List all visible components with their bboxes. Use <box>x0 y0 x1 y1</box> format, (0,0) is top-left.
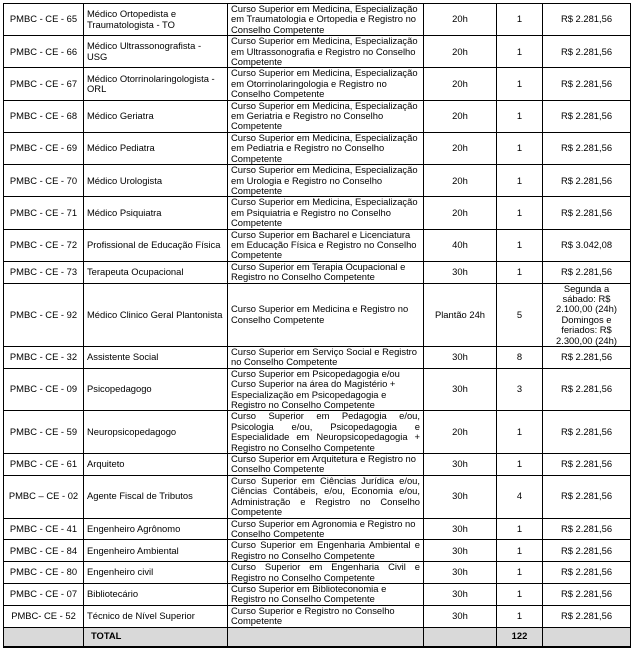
vacancies-cell: 8 <box>497 347 543 369</box>
vacancies-cell: 1 <box>497 36 543 68</box>
total-vacancies-cell: 122 <box>497 627 543 647</box>
salary-cell: R$ 2.281,56 <box>543 4 631 36</box>
requirement-cell: Curso Superior em Pedagogia e/ou, Psicologia e/ou, Psicopedagogia e Especialidade em Neuropsicopedagogia + Registro no Conselho Competente <box>228 411 424 454</box>
table-row <box>4 518 631 540</box>
job-code-cell: PMBC - CE - 70 <box>4 165 84 197</box>
workload-cell: 20h <box>424 411 497 454</box>
job-title-cell: Médico Otorrinolaringologista - ORL <box>84 68 228 100</box>
workload-cell: 20h <box>424 132 497 164</box>
job-title-cell: Bibliotecário <box>84 583 228 605</box>
job-title-cell: Médico Clinico Geral Plantonista <box>84 283 228 346</box>
requirement-cell: Curso Superior em Medicina, Especialização em Geriatria e Registro no Conselho Competente <box>228 100 424 132</box>
salary-cell: R$ 2.281,56 <box>543 368 631 411</box>
salary-cell: R$ 2.281,56 <box>543 197 631 229</box>
salary-cell: R$ 2.281,56 <box>543 347 631 369</box>
salary-cell: R$ 3.042,08 <box>543 229 631 261</box>
salary-cell: R$ 2.281,56 <box>543 411 631 454</box>
vacancies-cell: 1 <box>497 165 543 197</box>
job-title-cell: Profissional de Educação Física <box>84 229 228 261</box>
job-code-cell: PMBC - CE - 67 <box>4 68 84 100</box>
total-row <box>4 627 631 647</box>
table-row <box>4 261 631 283</box>
salary-cell: Segunda a sábado: R$ 2.100,00 (24h) Domingos e feriados: R$ 2.300,00 (24h) <box>543 283 631 346</box>
requirement-cell: Curso Superior em Medicina, Especialização em Otorrinolaringologia e Registro no Conselho Competente <box>228 68 424 100</box>
requirement-cell: Curso Superior em Medicina, Especialização em Psiquiatria e Registro no Conselho Competente <box>228 197 424 229</box>
job-title-cell: Agente Fiscal de Tributos <box>84 475 228 518</box>
job-code-cell: PMBC - CE - 65 <box>4 4 84 36</box>
job-code-cell: PMBC - CE - 41 <box>4 518 84 540</box>
job-title-cell: Engenheiro Ambiental <box>84 540 228 562</box>
workload-cell: Plantão 24h <box>424 283 497 346</box>
total-empty-requirement-cell <box>228 627 424 647</box>
vacancies-cell: 1 <box>497 132 543 164</box>
salary-cell: R$ 2.281,56 <box>543 68 631 100</box>
workload-cell: 20h <box>424 36 497 68</box>
workload-cell: 40h <box>424 229 497 261</box>
workload-cell: 30h <box>424 583 497 605</box>
job-title-cell: Engenheiro civil <box>84 562 228 584</box>
table-row <box>4 36 631 68</box>
vacancies-cell: 1 <box>497 261 543 283</box>
workload-cell: 20h <box>424 68 497 100</box>
requirement-cell: Curso Superior em Arquitetura e Registro no Conselho Competente <box>228 454 424 476</box>
workload-cell: 20h <box>424 165 497 197</box>
vacancies-cell: 1 <box>497 411 543 454</box>
workload-cell: 30h <box>424 518 497 540</box>
requirement-cell: Curso Superior em Medicina, Especialização em Urologia e Registro no Conselho Competente <box>228 165 424 197</box>
job-code-cell: PMBC - CE - 59 <box>4 411 84 454</box>
table-row <box>4 283 631 346</box>
workload-cell: 30h <box>424 540 497 562</box>
job-title-cell: Terapeuta Ocupacional <box>84 261 228 283</box>
job-code-cell: PMBC - CE - 66 <box>4 36 84 68</box>
workload-cell: 20h <box>424 197 497 229</box>
table-row <box>4 605 631 627</box>
salary-cell: R$ 2.281,56 <box>543 583 631 605</box>
table-row <box>4 100 631 132</box>
vacancies-cell: 1 <box>497 454 543 476</box>
job-code-cell: PMBC - CE - 09 <box>4 368 84 411</box>
vacancies-cell: 1 <box>497 100 543 132</box>
job-code-cell: PMBC - CE - 68 <box>4 100 84 132</box>
requirement-cell: Curso Superior em Agronomia e Registro no Conselho Competente <box>228 518 424 540</box>
requirement-cell: Curso Superior em Medicina e Registro no Conselho Competente <box>228 283 424 346</box>
vacancies-cell: 4 <box>497 475 543 518</box>
vacancies-cell: 1 <box>497 4 543 36</box>
table-row <box>4 347 631 369</box>
salary-cell: R$ 2.281,56 <box>543 454 631 476</box>
job-title-cell: Médico Pediatra <box>84 132 228 164</box>
vacancies-cell: 1 <box>497 197 543 229</box>
job-vacancy-table <box>3 3 631 648</box>
workload-cell: 30h <box>424 347 497 369</box>
table-row <box>4 229 631 261</box>
salary-cell: R$ 2.281,56 <box>543 562 631 584</box>
requirement-cell: Curso Superior em Bacharel e Licenciatura em Educação Física e Registro no Conselho Competente <box>228 229 424 261</box>
salary-cell: R$ 2.281,56 <box>543 132 631 164</box>
job-code-cell: PMBC - CE - 84 <box>4 540 84 562</box>
requirement-cell: Curso Superior em Biblioteconomia e Registro no Conselho Competente <box>228 583 424 605</box>
vacancies-cell: 5 <box>497 283 543 346</box>
vacancies-cell: 1 <box>497 605 543 627</box>
workload-cell: 20h <box>424 4 497 36</box>
workload-cell: 30h <box>424 562 497 584</box>
workload-cell: 30h <box>424 475 497 518</box>
total-empty-code-cell <box>4 627 84 647</box>
table-row <box>4 540 631 562</box>
requirement-cell: Curso Superior em Psicopedagogia e/ou Curso Superior na área do Magistério + Especialização em Psicopedagogia e Registro no Conselho Competente <box>228 368 424 411</box>
job-code-cell: PMBC- CE - 52 <box>4 605 84 627</box>
salary-cell: R$ 2.281,56 <box>543 165 631 197</box>
job-title-cell: Psicopedagogo <box>84 368 228 411</box>
table-row <box>4 4 631 36</box>
job-title-cell: Médico Ultrassonografista - USG <box>84 36 228 68</box>
workload-cell: 30h <box>424 454 497 476</box>
table-row <box>4 197 631 229</box>
table-row <box>4 454 631 476</box>
job-code-cell: PMBC - CE - 69 <box>4 132 84 164</box>
table-row <box>4 583 631 605</box>
total-label-cell: TOTAL <box>84 627 228 647</box>
job-code-cell: PMBC - CE - 61 <box>4 454 84 476</box>
requirement-cell: Curso Superior em Engenharia Ambiental e Registro no Conselho Competente <box>228 540 424 562</box>
job-title-cell: Neuropsicopedagogo <box>84 411 228 454</box>
job-code-cell: PMBC - CE - 80 <box>4 562 84 584</box>
salary-cell: R$ 2.281,56 <box>543 540 631 562</box>
salary-cell: R$ 2.281,56 <box>543 36 631 68</box>
workload-cell: 30h <box>424 261 497 283</box>
table-row <box>4 165 631 197</box>
salary-cell: R$ 2.281,56 <box>543 475 631 518</box>
job-title-cell: Médico Geriatra <box>84 100 228 132</box>
job-title-cell: Arquiteto <box>84 454 228 476</box>
table-row <box>4 68 631 100</box>
requirement-cell: Curso Superior em Medicina, Especialização em Ultrassonografia e Registro no Conselho Competente <box>228 36 424 68</box>
requirement-cell: Curso Superior e Registro no Conselho Competente <box>228 605 424 627</box>
requirement-cell: Curso Superior em Medicina, Especialização em Traumatologia e Ortopedia e Registro no Conselho Competente <box>228 4 424 36</box>
table-row <box>4 368 631 411</box>
vacancies-cell: 1 <box>497 540 543 562</box>
table-row <box>4 411 631 454</box>
table-row <box>4 475 631 518</box>
workload-cell: 20h <box>424 100 497 132</box>
job-table-body <box>4 4 631 647</box>
job-title-cell: Médico Psiquiatra <box>84 197 228 229</box>
job-code-cell: PMBC - CE - 32 <box>4 347 84 369</box>
total-empty-workload-cell <box>424 627 497 647</box>
job-code-cell: PMBC – CE - 02 <box>4 475 84 518</box>
requirement-cell: Curso Superior em Engenharia Civil e Registro no Conselho Competente <box>228 562 424 584</box>
salary-cell: R$ 2.281,56 <box>543 100 631 132</box>
vacancies-cell: 1 <box>497 583 543 605</box>
job-title-cell: Médico Urologista <box>84 165 228 197</box>
salary-cell: R$ 2.281,56 <box>543 518 631 540</box>
requirement-cell: Curso Superior em Medicina, Especialização em Pediatria e Registro no Conselho Competente <box>228 132 424 164</box>
job-title-cell: Assistente Social <box>84 347 228 369</box>
job-code-cell: PMBC - CE - 72 <box>4 229 84 261</box>
table-row <box>4 132 631 164</box>
total-empty-salary-cell <box>543 627 631 647</box>
job-code-cell: PMBC - CE - 71 <box>4 197 84 229</box>
requirement-cell: Curso Superior em Ciências Jurídica e/ou, Ciências Contábeis, e/ou, Economia e/ou, Administração e Registro no Conselho Competente <box>228 475 424 518</box>
vacancies-cell: 1 <box>497 229 543 261</box>
vacancies-cell: 1 <box>497 518 543 540</box>
salary-cell: R$ 2.281,56 <box>543 261 631 283</box>
workload-cell: 30h <box>424 605 497 627</box>
vacancies-cell: 3 <box>497 368 543 411</box>
requirement-cell: Curso Superior em Terapia Ocupacional e Registro no Conselho Competente <box>228 261 424 283</box>
job-code-cell: PMBC - CE - 07 <box>4 583 84 605</box>
salary-cell: R$ 2.281,56 <box>543 605 631 627</box>
requirement-cell: Curso Superior em Serviço Social e Registro no Conselho Competente <box>228 347 424 369</box>
table-row <box>4 562 631 584</box>
job-title-cell: Médico Ortopedista e Traumatologista - TO <box>84 4 228 36</box>
job-title-cell: Técnico de Nível Superior <box>84 605 228 627</box>
vacancies-cell: 1 <box>497 562 543 584</box>
job-code-cell: PMBC - CE - 92 <box>4 283 84 346</box>
vacancies-cell: 1 <box>497 68 543 100</box>
job-title-cell: Engenheiro Agrônomo <box>84 518 228 540</box>
job-code-cell: PMBC - CE - 73 <box>4 261 84 283</box>
workload-cell: 30h <box>424 368 497 411</box>
